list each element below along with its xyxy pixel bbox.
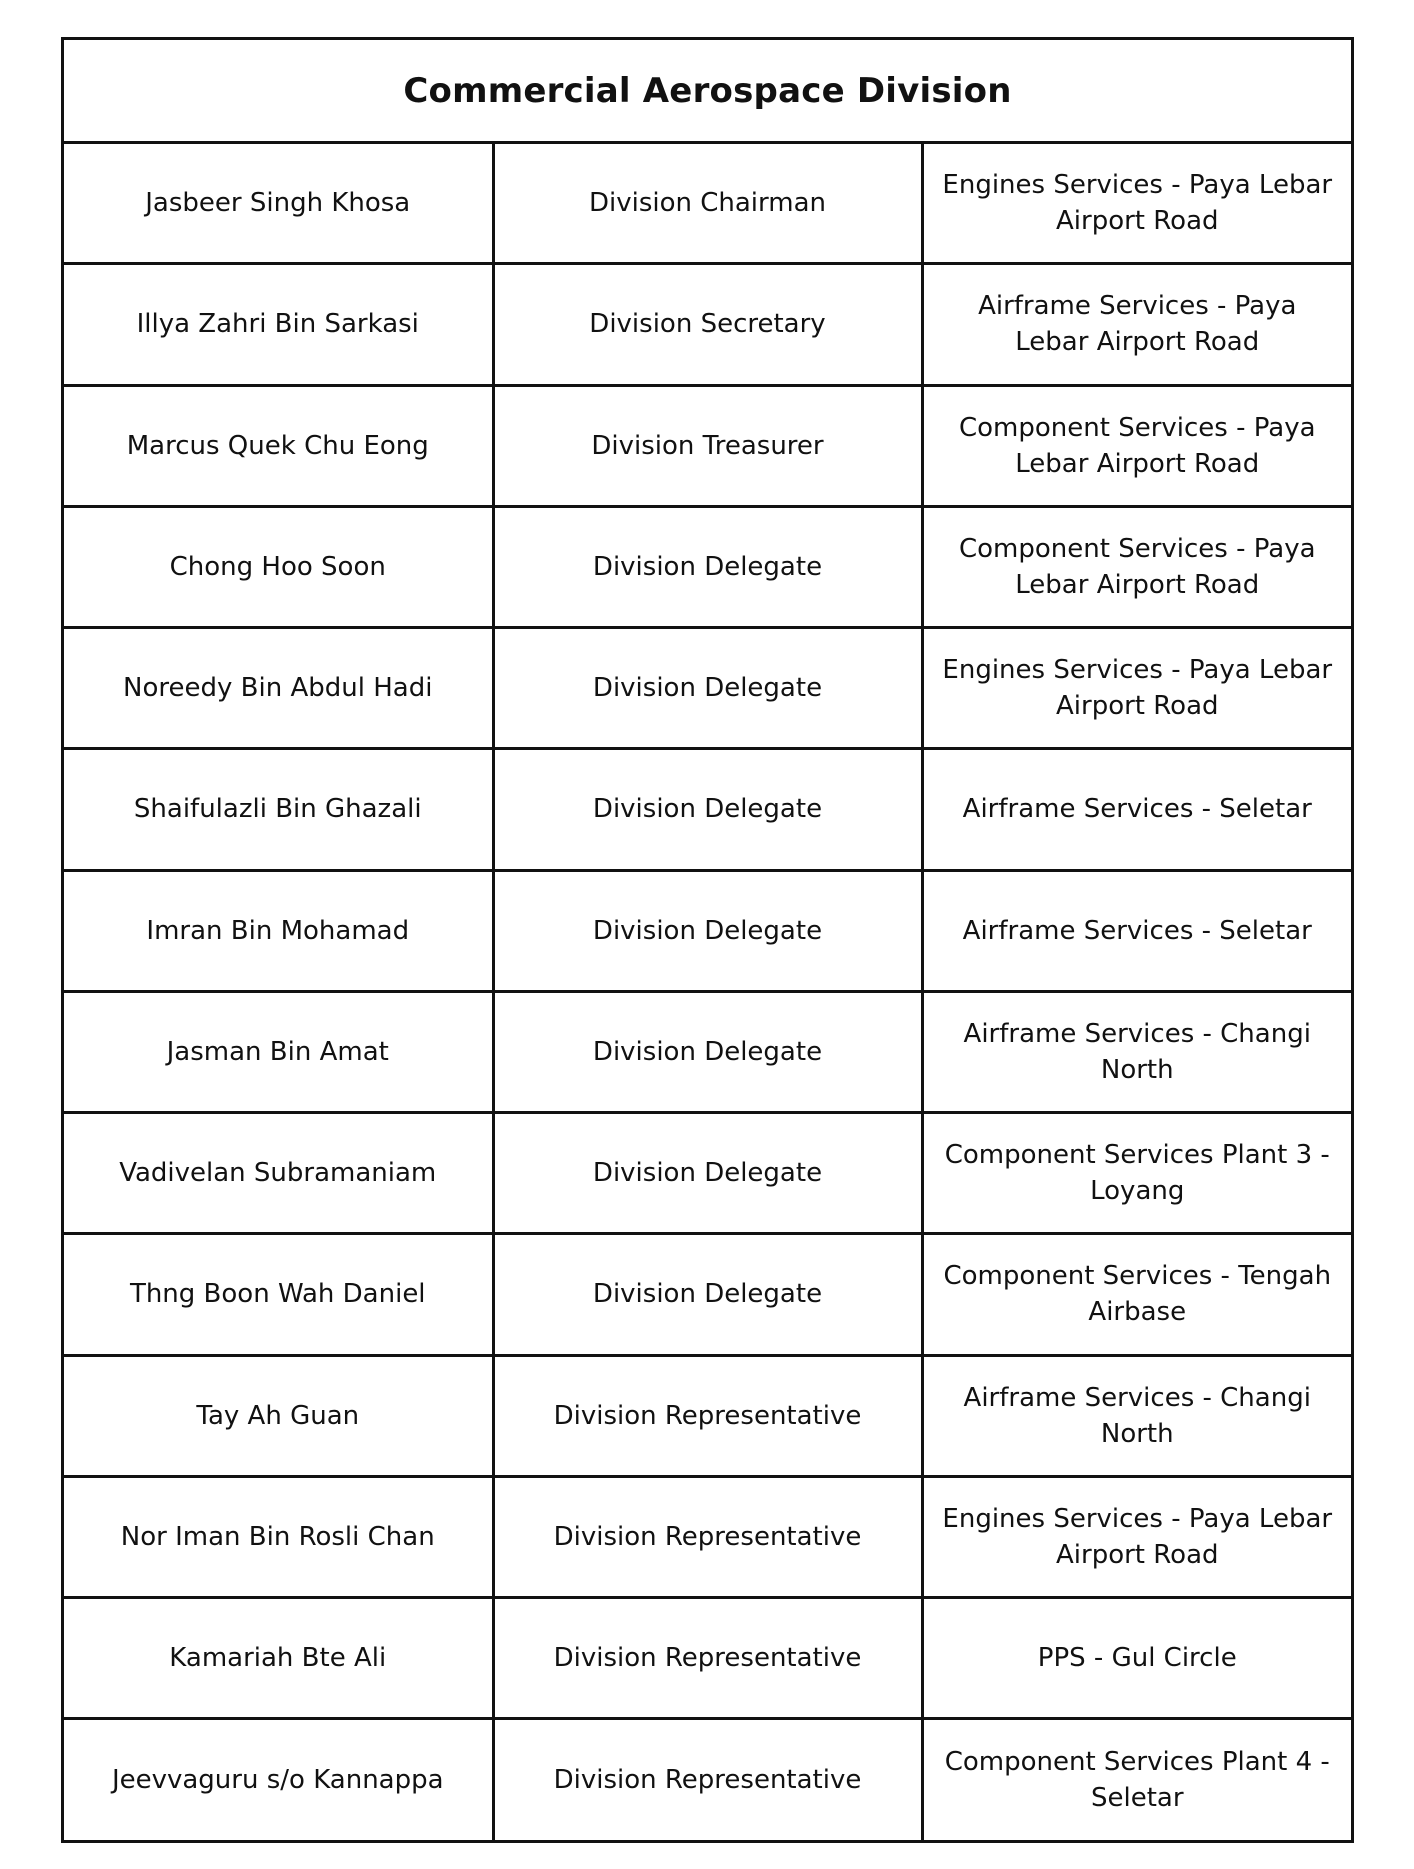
table-row [64,628,1351,749]
member-location-cell: Airframe Services - Changi North [922,991,1351,1112]
table-title: Commercial Aerospace Division [64,40,1351,143]
table-row [64,1113,1351,1234]
member-name-cell: Shaifulazli Bin Ghazali [64,749,493,870]
table-row [64,264,1351,385]
member-name-cell: Chong Hoo Soon [64,506,493,627]
member-name-cell: Illya Zahri Bin Sarkasi [64,264,493,385]
table-row [64,1234,1351,1355]
table-row [64,1355,1351,1476]
member-role-cell: Division Delegate [493,506,922,627]
member-name-cell: Marcus Quek Chu Eong [64,385,493,506]
table-row [64,870,1351,991]
member-location-cell: PPS - Gul Circle [922,1598,1351,1719]
member-name-cell: Jasman Bin Amat [64,991,493,1112]
table-row [64,385,1351,506]
member-location-cell: Airframe Services - Seletar [922,749,1351,870]
member-name-cell: Thng Boon Wah Daniel [64,1234,493,1355]
member-name-cell: Imran Bin Mohamad [64,870,493,991]
member-location-cell: Component Services Plant 4 - Seletar [922,1719,1351,1840]
member-name-cell: Vadivelan Subramaniam [64,1113,493,1234]
table-body [64,143,1351,1841]
member-location-cell: Component Services - Tengah Airbase [922,1234,1351,1355]
title-row [64,40,1351,143]
committee-table-grid [64,40,1351,1840]
member-location-cell: Airframe Services - Changi North [922,1355,1351,1476]
table-row [64,143,1351,264]
member-role-cell: Division Secretary [493,264,922,385]
member-name-cell: Jasbeer Singh Khosa [64,143,493,264]
member-location-cell: Component Services Plant 3 - Loyang [922,1113,1351,1234]
table-row [64,1598,1351,1719]
member-role-cell: Division Delegate [493,749,922,870]
member-role-cell: Division Representative [493,1476,922,1597]
table-row [64,1719,1351,1840]
member-role-cell: Division Delegate [493,870,922,991]
member-name-cell: Noreedy Bin Abdul Hadi [64,628,493,749]
member-name-cell: Tay Ah Guan [64,1355,493,1476]
table-row [64,991,1351,1112]
member-location-cell: Airframe Services - Paya Lebar Airport Road [922,264,1351,385]
member-location-cell: Component Services - Paya Lebar Airport Road [922,385,1351,506]
member-location-cell: Engines Services - Paya Lebar Airport Road [922,143,1351,264]
member-role-cell: Division Treasurer [493,385,922,506]
table-row [64,749,1351,870]
member-name-cell: Jeevvaguru s/o Kannappa [64,1719,493,1840]
member-location-cell: Component Services - Paya Lebar Airport Road [922,506,1351,627]
member-role-cell: Division Representative [493,1598,922,1719]
member-role-cell: Division Chairman [493,143,922,264]
member-name-cell: Kamariah Bte Ali [64,1598,493,1719]
member-role-cell: Division Delegate [493,991,922,1112]
member-name-cell: Nor Iman Bin Rosli Chan [64,1476,493,1597]
member-location-cell: Airframe Services - Seletar [922,870,1351,991]
member-role-cell: Division Delegate [493,628,922,749]
table-row [64,506,1351,627]
member-location-cell: Engines Services - Paya Lebar Airport Road [922,628,1351,749]
member-role-cell: Division Delegate [493,1234,922,1355]
member-role-cell: Division Representative [493,1719,922,1840]
member-role-cell: Division Representative [493,1355,922,1476]
member-role-cell: Division Delegate [493,1113,922,1234]
member-location-cell: Engines Services - Paya Lebar Airport Road [922,1476,1351,1597]
table-row [64,1476,1351,1597]
committee-table [61,37,1354,1843]
